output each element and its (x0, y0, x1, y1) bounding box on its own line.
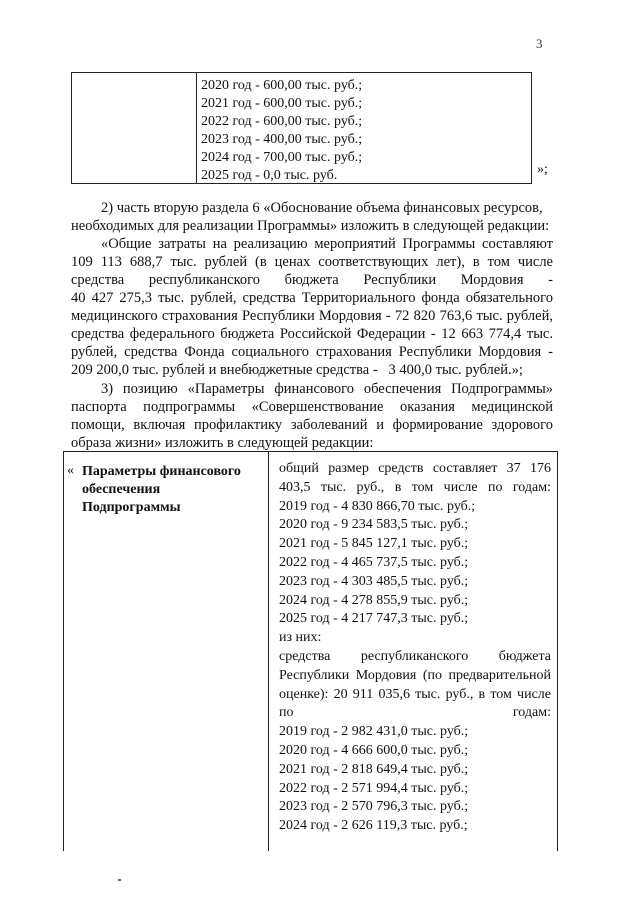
text-line: рублей, средства Фонда социального страхования Республики Мордовия - (71, 344, 553, 360)
rep-budget-intro: средства республиканского бюджета Республики Мордовия (по предварительной оценке): 20 911 035,6 тыс. руб., в том числе по годам: (279, 648, 551, 721)
param-title (82, 463, 241, 517)
year-line: 2021 год - 600,00 тыс. руб.; (201, 96, 363, 111)
year-line: 2025 год - 0,0 тыс. руб. (201, 168, 338, 183)
text-line: 40 427 275,3 тыс. рублей, средства Территориального фонда обязательного (71, 290, 553, 306)
year-line: 2020 год - 4 666 600,0 тыс. руб.; (279, 742, 469, 758)
text-line: «Общие затраты на реализацию мероприятий Программы составляют (101, 236, 553, 252)
year-line: 2023 год - 400,00 тыс. руб.; (201, 132, 363, 147)
year-line: 2022 год - 600,00 тыс. руб.; (201, 114, 363, 129)
text-line: необходимых для реализации Программы» изложить в следующей редакции: (71, 218, 550, 234)
funding-details (279, 460, 551, 836)
param-title-line: Подпрограммы (82, 500, 181, 515)
text-line: паспорта подпрограммы «Совершенствование оказания медицинской (71, 399, 553, 415)
funding-table-top (71, 72, 532, 184)
text-line: средства федерального бюджета Российской Федерации - 12 663 774,4 тыс. (71, 326, 553, 342)
page-number: 3 (536, 36, 543, 51)
year-line: 2020 год - 600,00 тыс. руб.; (201, 78, 363, 93)
year-line: 2020 год - 9 234 583,5 тыс. руб.; (279, 517, 469, 533)
text-line: образа жизни» изложить в следующей редакции: (71, 435, 374, 451)
text-line: средства республиканского бюджета Республики Мордовия - (71, 272, 553, 288)
param-title-line: Параметры финансового (82, 464, 241, 479)
text-line: медицинского страхования Республики Мордовия - 72 820 763,6 тыс. рублей, (71, 308, 553, 324)
scan-mark (118, 879, 121, 881)
year-line: 2021 год - 2 818 649,4 тыс. руб.; (279, 761, 469, 777)
opening-quote: « (67, 463, 74, 478)
subprogram-funding-table (63, 451, 558, 851)
year-line: 2025 год - 4 217 747,3 тыс. руб.; (279, 611, 469, 627)
text-line: 109 113 688,7 тыс. рублей (в ценах соответствующих лет), в том числе (71, 254, 553, 270)
year-line: 2023 год - 4 303 485,5 тыс. руб.; (279, 573, 469, 589)
year-line: 2022 год - 4 465 737,5 тыс. руб.; (279, 554, 469, 570)
year-line: 2024 год - 700,00 тыс. руб.; (201, 150, 363, 165)
text-line: 209 200,0 тыс. рублей и внебюджетные средства - 3 400,0 тыс. рублей.»; (71, 362, 523, 378)
year-line: 2024 год - 4 278 855,9 тыс. руб.; (279, 592, 469, 608)
year-line: 2023 год - 2 570 796,3 тыс. руб.; (279, 799, 469, 815)
total-intro: общий размер средств составляет 37 176 403,5 тыс. руб., в том числе по годам: (279, 461, 551, 495)
closing-quote: »; (537, 162, 548, 177)
text-line: 3) позицию «Параметры финансового обеспечения Подпрограммы» (101, 381, 553, 397)
table-column-divider (196, 73, 197, 183)
text-line: помощи, включая профилактику заболеваний и формирование здорового (71, 417, 553, 433)
year-line: 2024 год - 2 626 119,3 тыс. руб.; (279, 818, 468, 834)
item3-paragraph (71, 380, 553, 452)
text-line: 2) часть вторую раздела 6 «Обоснование объема финансовых ресурсов, (101, 200, 543, 216)
year-line: 2022 год - 2 571 994,4 тыс. руб.; (279, 780, 469, 796)
year-line: 2019 год - 4 830 866,70 тыс. руб.; (279, 498, 476, 514)
year-line: 2021 год - 5 845 127,1 тыс. руб.; (279, 536, 469, 552)
of-them-label: из них: (279, 630, 322, 646)
funding-years-list (201, 77, 362, 185)
item2-paragraph (71, 199, 553, 379)
table-column-divider (268, 452, 269, 851)
year-line: 2019 год - 2 982 431,0 тыс. руб.; (279, 724, 469, 740)
param-title-line: обеспечения (82, 482, 161, 497)
